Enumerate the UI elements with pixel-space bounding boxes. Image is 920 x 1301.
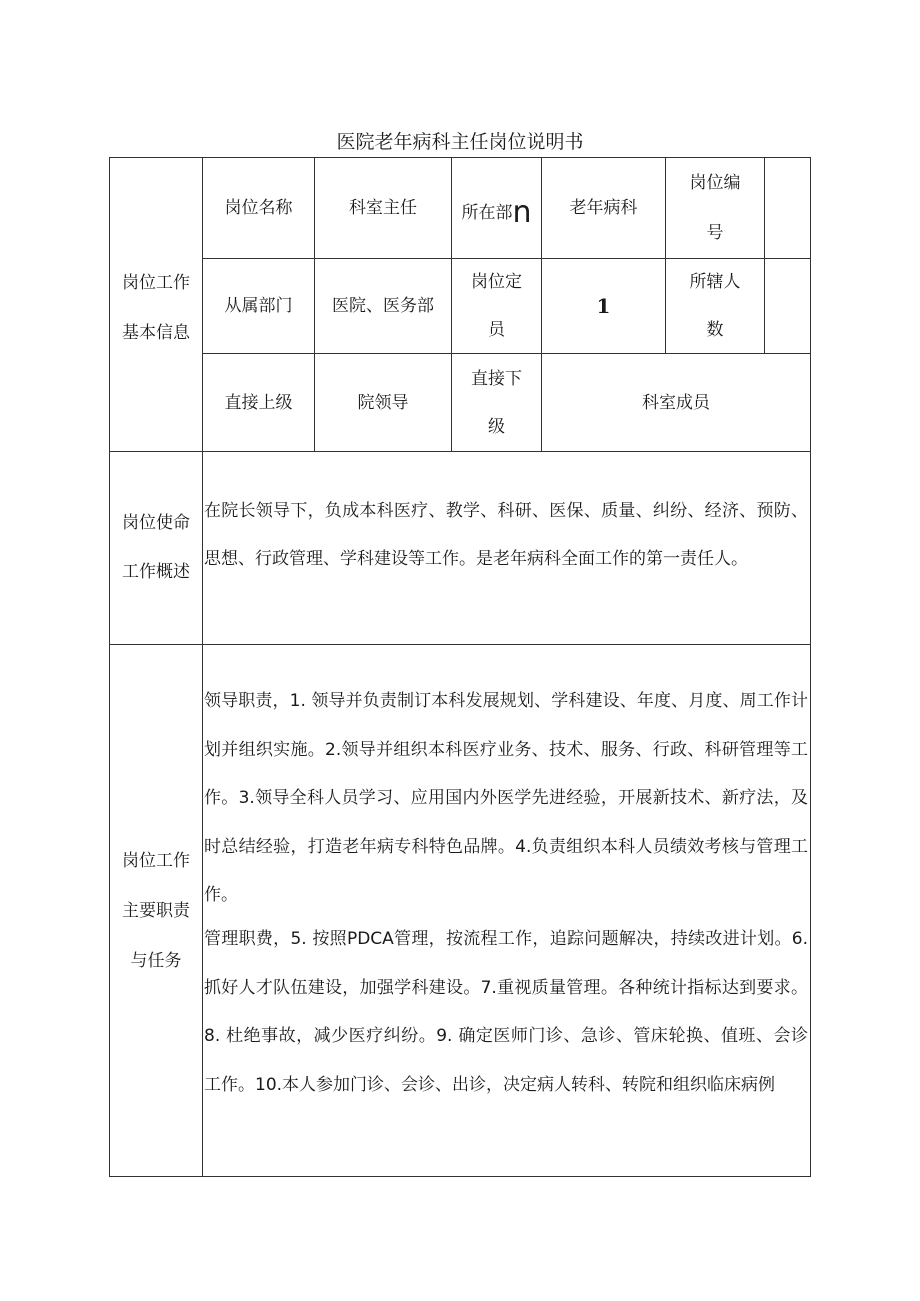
direct-superior-label: 直接上级	[224, 392, 293, 413]
department-label-glyph: n	[512, 195, 532, 230]
post-name-value: 科室主任	[349, 198, 417, 218]
direct-subordinate-label	[452, 354, 541, 451]
department-value: 老年病科	[569, 198, 638, 218]
summary-label	[110, 452, 202, 644]
headcount-value: 1	[596, 294, 611, 318]
management-duties-text: 管理职费，5. 按照PDCA管理，按流程工作，追踪问题解决，持续改进计划。6.抓好人才队伍建设，加强学科建设。7.重视质量管理。各种统计指标达到要求。8. 杜绝事故，减少医疗纠纷。9. 确定医师门诊、急诊、管床轮换、值班、会诊工作。10.本人参加门诊、会诊、出诊，决定病人转科、转院和组织临床病例	[204, 929, 808, 1095]
subordinates-count-label-text: 所辖人数	[689, 272, 741, 340]
post-number-label	[666, 158, 764, 258]
parent-department-value: 医院、医务部	[332, 296, 434, 316]
parent-department-label: 从属部门	[224, 296, 293, 316]
section-divider	[109, 451, 811, 452]
subordinates-count-value	[765, 259, 810, 353]
duties-label	[110, 645, 202, 1176]
page-title: 医院老年病科主任岗位说明书	[336, 131, 584, 153]
direct-subordinate-label-text: 直接下级	[471, 368, 522, 437]
headcount-label	[452, 259, 541, 353]
headcount-label-text: 岗位定员	[471, 272, 522, 340]
summary-text: 在院长领导下，负成本科医疗、教学、科研、医保、质量、纠纷、经济、预防、思想、行政管理、学科建设等工作。是老年病科全面工作的第一责任人。	[204, 501, 808, 569]
table-border-bottom	[109, 1176, 811, 1177]
basic-info-label-text: 岗位工作基本信息	[122, 273, 190, 343]
subordinates-count-label	[666, 259, 764, 353]
table-border-right	[810, 157, 811, 1177]
post-name-label: 岗位名称	[224, 198, 293, 218]
summary-label-text: 岗位使命工作概述	[122, 513, 190, 582]
direct-subordinate-value: 科室成员	[642, 392, 710, 413]
post-number-value	[765, 158, 810, 258]
basic-info-label	[110, 258, 202, 358]
leadership-duties-text: 领导职责，1. 领导并负责制订本科发展规划、学科建设、年度、月度、周工作计划并组织实施。2.领导并组织本科医疗业务、技术、服务、行政、科研管理等工作。3.领导全科人员学习、应用国内外医学先进经验，开展新技术、新疗法，及时总结经验，打造老年病专科特色品牌。4.负责组织本科人员绩效考核与管理工作。	[204, 691, 808, 905]
department-label	[452, 158, 541, 268]
section-divider	[109, 644, 811, 645]
department-label-text: 所在部	[461, 203, 513, 223]
direct-superior-value: 院领导	[357, 392, 409, 413]
duties-label-text: 岗位工作主要职责与任务	[122, 850, 190, 971]
post-number-label-text: 岗位编号	[689, 173, 741, 243]
